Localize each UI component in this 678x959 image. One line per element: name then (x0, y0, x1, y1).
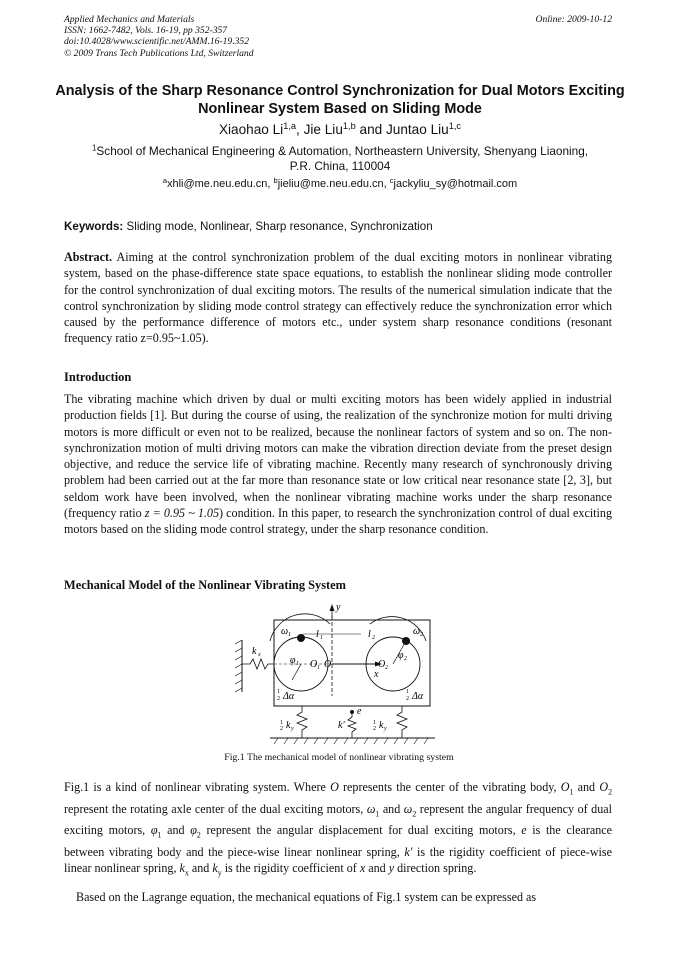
math-symbol: k (212, 861, 218, 876)
label-kx-sub: x (258, 652, 261, 658)
math-subscript: 1 (157, 830, 162, 840)
affiliation-line: School of Mechanical Engineering & Automation, Northeastern University, Shenyang Liaoning, (96, 144, 589, 158)
figure-description (64, 779, 612, 882)
label-l2: l (368, 629, 371, 640)
label-omega1: ω (281, 626, 289, 637)
label-phi2: φ (398, 650, 404, 661)
keywords (64, 220, 433, 233)
math-subscript: 1 (375, 809, 380, 819)
math-subscript: 2 (608, 787, 612, 797)
label-O: O (324, 659, 332, 670)
intro-text: The vibrating machine which driven by dual or multi exciting motors has been widely applied in industrial production fields [1]. But during the course of using, the realization of the synchronize motion for multi driving motors is more difficult or even not to be realized, because the nonlinear factors of system and so on. The non-synchronization motion of multi driving motors can make the vibration direction deviate from the preset design objective, and reduce the service life of vibrating machine. Recently many research of synchronously driving problem had been carried out at the far more than resonance state or low critical near resonance state [2, 3], but seldom work have been involved, when the nonlinear vibrating machine works under the sharp resonance (frequency ratio (64, 392, 612, 521)
text-run: represent the angular displacement for dual exciting motors, (200, 823, 522, 838)
running-header (64, 14, 254, 59)
label-phi1: φ (290, 655, 296, 666)
author-sup: 1,b (342, 120, 356, 131)
author-sup: 1,a (283, 120, 297, 131)
math-symbol: φ (150, 823, 158, 838)
math-subscript: 2 (196, 830, 201, 840)
math-subscript: x (184, 868, 189, 878)
math-symbol: O (560, 780, 570, 794)
intro-heading: Introduction (64, 370, 132, 384)
half-den: 2 (373, 726, 376, 732)
x-axis-label: x (374, 669, 379, 680)
text-run: and (573, 780, 600, 794)
email-link[interactable]: jackyliu_sy@hotmail.com (393, 178, 518, 190)
label-e: e (357, 706, 362, 717)
email-sup: b (273, 175, 278, 185)
half-num: 1 (280, 720, 283, 726)
math-symbol: x (359, 861, 366, 876)
label-O2-sub: 2 (385, 665, 388, 671)
text-run: is the rigidity coefficient of piece-wise linear nonlinear spring, (64, 845, 612, 876)
label-O1-sub: 1 (317, 665, 320, 671)
lagrange-sentence: Based on the Lagrange equation, the mechanical equations of Fig.1 system can be expressed as (76, 890, 537, 904)
abstract-text: Aiming at the control synchronization problem of the dual exciting motors in nonlinear vibrating system, based on the phase-difference state space equations, to establish the nonlinear sliding mode controller for the control synchronization of dual exciting motors. The results of the numerical simulation indicate that the control synchronization by sliding mode control strategy can effectively reduce the synchronization error which caused by the performance difference of motors etc., under system sharp resonance conditions (resonant frequency ratio z=0.95~1.05). (64, 250, 612, 346)
text-run: represents the center of the vibrating body, (338, 780, 561, 794)
label-l2-sub: 2 (372, 635, 375, 641)
text-run: direction spring. (394, 861, 477, 876)
email-link[interactable]: xhli@me.neu.edu.cn (166, 178, 268, 190)
math-symbol: ω (403, 801, 413, 816)
text-run: and (365, 861, 389, 876)
label-kx: k (252, 646, 257, 657)
label-ky-sub: y (384, 726, 387, 732)
math-symbol: k (179, 861, 185, 876)
email-sup: a (162, 175, 167, 185)
math-symbol: O (330, 780, 339, 794)
author-name: Xiaohao Li (218, 122, 284, 137)
label-ky-sub: y (291, 726, 294, 732)
math-symbol: y (388, 861, 395, 876)
half-den: 2 (406, 696, 409, 702)
label-delta-alpha: Δα (412, 691, 424, 702)
math-symbol: e (521, 823, 527, 838)
math-subscript: 1 (569, 787, 574, 797)
label-O2: O (378, 659, 386, 670)
abstract-label: Abstract. (64, 250, 113, 264)
affiliation-sup: 1 (91, 143, 97, 153)
label-phi2-sub: 2 (404, 656, 407, 662)
math-symbol: O (599, 780, 609, 794)
label-omega1-sub: 1 (288, 632, 291, 638)
affiliation-line: P.R. China, 110004 (289, 159, 391, 173)
label-ky: k (379, 720, 384, 731)
label-l1-sub: 1 (320, 635, 323, 641)
text-run: is the rigidity coefficient of (221, 861, 360, 876)
text-run: represent the angular frequency of dual exciting motors, (64, 801, 612, 838)
keywords-text: Sliding mode, Nonlinear, Sharp resonance, Synchronization (126, 220, 433, 233)
intro-formula: z = 0.95 ~ 1.05 (144, 506, 220, 521)
half-num: 1 (277, 689, 280, 695)
text-run: Fig.1 is a kind of nonlinear vibrating system. Where (64, 780, 331, 794)
affiliation (60, 144, 620, 174)
email-sup: c (389, 175, 394, 185)
label-kprime: k' (338, 720, 345, 731)
label-phi1-sub: 1 (296, 661, 299, 667)
email-list: $^a$xhli@me.neu.edu.cn, $^b$jieliu@me.neu.edu.cn, $^c$jackyliu_sy@hotmail.com (162, 175, 518, 190)
author-name: Juntao Liu (385, 122, 449, 137)
mechanical-model-figure (230, 596, 450, 746)
math-symbol: φ (190, 823, 197, 838)
doi-line: doi:10.4028/www.scientific.net/AMM.16-19.352 (64, 36, 250, 48)
math-symbol: k' (404, 845, 413, 860)
online-date: Online: 2009-10-12 (535, 14, 612, 25)
email-link[interactable]: jieliu@me.neu.edu.cn (277, 178, 384, 190)
author-name: Jie Liu (303, 122, 343, 137)
intro-paragraph (64, 391, 612, 538)
half-num: 1 (406, 689, 409, 695)
copyright-line: © 2009 Trans Tech Publications Ltd, Switzerland (64, 47, 254, 59)
keywords-label: Keywords: (64, 220, 124, 233)
math-subscript: y (217, 868, 222, 878)
text-run: and (188, 861, 213, 876)
authors-and: and (359, 122, 383, 137)
mech-heading: Mechanical Model of the Nonlinear Vibrating System (64, 578, 346, 592)
label-delta-alpha: Δα (283, 691, 295, 702)
label-omega2-sub: 2 (420, 632, 423, 638)
text-run: and (379, 801, 404, 816)
abstract (64, 249, 612, 347)
math-symbol: ω (366, 801, 376, 816)
label-O1: O (310, 659, 318, 670)
author-list: Xiaohao Li$^{1,a}$, Jie Liu$^{1,b}$ and Juntao Liu$^{1,c}$ (218, 120, 462, 137)
label-ky: k (286, 720, 291, 731)
text-run: and (161, 823, 191, 838)
math-subscript: 2 (412, 809, 417, 819)
label-omega2: ω (413, 626, 421, 637)
intro-text: ) condition. In this paper, to research the synchronization control of dual exciting motors based on the sliding mode control strategy, under the sharp resonance condition. (64, 506, 612, 537)
half-num: 1 (373, 720, 376, 726)
half-den: 2 (280, 726, 283, 732)
journal-name: Applied Mechanics and Materials (64, 14, 195, 25)
paper-title: Analysis of the Sharp Resonance Control Synchronization for Dual Motors Exciting Nonlinear System Based on Sliding Mode (55, 83, 625, 117)
author-sup: 1,c (448, 120, 462, 131)
figure-caption: Fig.1 The mechanical model of nonlinear vibrating system (224, 752, 454, 763)
text-run: is the clearance between vibrating body and the piece-wise linear nonlinear spring, (64, 823, 612, 860)
issn-line: ISSN: 1662-7482, Vols. 16-19, pp 352-357 (64, 25, 228, 37)
label-l1: l (316, 629, 319, 640)
y-axis-label: y (336, 602, 341, 613)
half-den: 2 (277, 696, 280, 702)
text-run: represent the rotating axle center of the dual exciting motors, (64, 801, 367, 816)
